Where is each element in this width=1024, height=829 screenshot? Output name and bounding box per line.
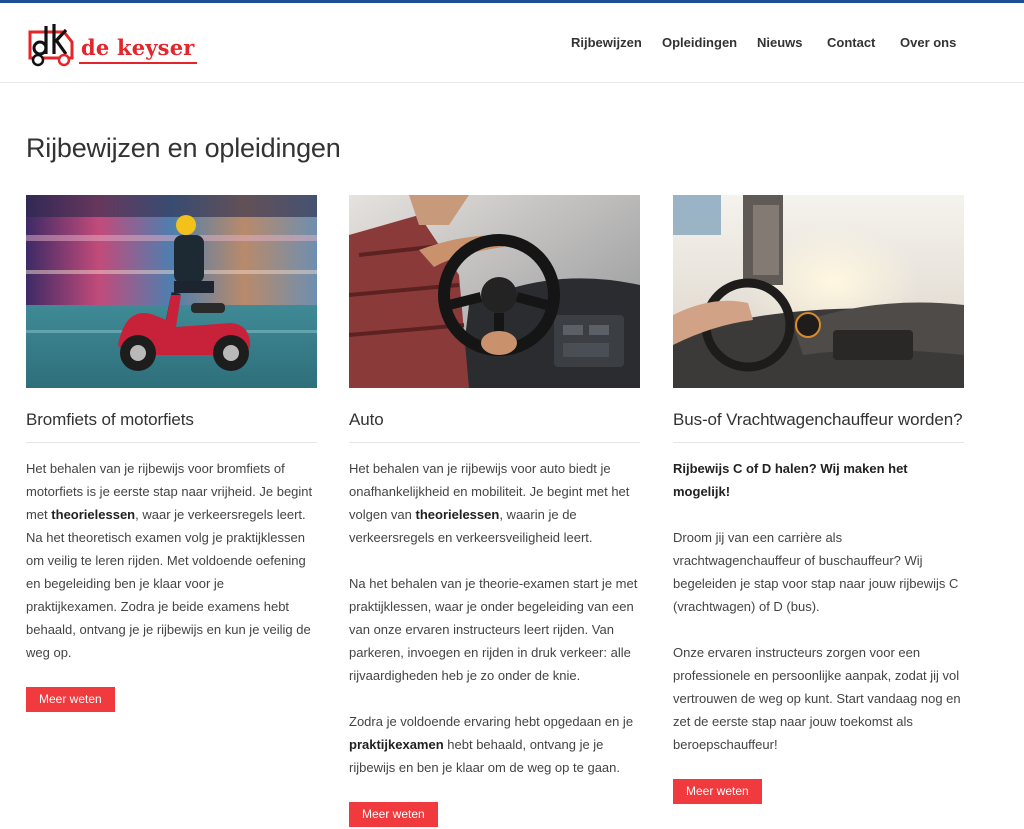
main-navigation — [0, 35, 1024, 55]
logo-text: de keyser — [81, 35, 195, 60]
paragraph — [349, 710, 640, 779]
text: Na het behalen van je theorie-examen start je met praktijklessen, waar je onder begeleiding van een van onze ervaren instructeurs leert rijden. Van parkeren, invoegen en rijden in druk verkeer: alle rijvaardigheden heb je zo onder de knie. — [349, 576, 638, 683]
meer-weten-button[interactable]: Meer weten — [349, 802, 438, 827]
text: Droom jij van een carrière als vrachtwagenchauffeur of buschauffeur? Wij begeleiden je stap voor stap naar jouw rijbewijs C (vrachtwagen) of D (bus). — [673, 530, 959, 614]
meer-weten-button[interactable]: Meer weten — [673, 779, 762, 804]
nav-rijbewijzen[interactable]: Rijbewijzen — [571, 35, 642, 50]
lead-paragraph — [673, 457, 964, 503]
bold-lead: Rijbewijs C of D halen? Wij maken het mogelijk! — [673, 461, 908, 499]
card-body — [673, 457, 964, 756]
bold-text: theorielessen — [51, 507, 136, 522]
divider — [349, 442, 640, 443]
logo-underline — [79, 62, 197, 64]
site-header — [0, 3, 1024, 83]
paragraph — [349, 572, 640, 687]
paragraph — [673, 526, 964, 618]
car-steering-wheel-photo — [349, 195, 640, 388]
card-bus-vrachtwagen — [673, 195, 964, 804]
divider — [673, 442, 964, 443]
page-title: Rijbewijzen en opleidingen — [26, 133, 341, 163]
card-body — [26, 457, 317, 664]
nav-contact[interactable]: Contact — [827, 35, 876, 50]
card-bromfiets — [26, 195, 317, 712]
text: , waarin je de verkeersregels en verkeersveiligheid leert. — [349, 507, 593, 545]
bold-text: theorielessen — [415, 507, 500, 522]
nav-opleidingen[interactable]: Opleidingen — [662, 35, 738, 50]
nav-nieuws[interactable]: Nieuws — [757, 35, 803, 50]
card-title: Auto — [349, 410, 384, 429]
text: Zodra je voldoende ervaring hebt opgedaan en je — [349, 714, 634, 729]
divider — [26, 442, 317, 443]
text: Het behalen van je rijbewijs voor bromfiets of motorfiets is je eerste stap naar vrijheid. Je begint met — [26, 461, 313, 522]
paragraph — [26, 457, 317, 664]
card-body — [349, 457, 640, 779]
paragraph — [673, 641, 964, 756]
text: Het behalen van je rijbewijs voor auto biedt je onafhankelijkheid en mobiliteit. Je begint met het volgen van — [349, 461, 630, 522]
card-title: Bus-of Vrachtwagenchauffeur worden? — [673, 410, 963, 429]
truck-cabin-photo — [673, 195, 964, 388]
text: hebt behaald, ontvang je je rijbewijs en ben je klaar om de weg op te gaan. — [349, 737, 620, 775]
meer-weten-button[interactable]: Meer weten — [26, 687, 115, 712]
text: , waar je verkeersregels leert. Na het theoretisch examen volg je praktijklessen om veilig te leren rijden. Met voldoende oefening en begeleiding ben je klaar voor je praktijkexamen. Zodra je beide examens hebt behaald, ontvang je je rijbewijs en kun je veilig de weg op. — [26, 507, 311, 660]
card-auto — [349, 195, 640, 827]
text: Onze ervaren instructeurs zorgen voor een professionele en persoonlijke aanpak, zodat jij vol vertrouwen de weg op kunt. Start vandaag nog en zet de eerste stap naar jouw toekomst als beroepschauffeur! — [673, 645, 961, 752]
nav-over-ons[interactable]: Over ons — [900, 35, 957, 50]
scooter-photo — [26, 195, 317, 388]
card-title: Bromfiets of motorfiets — [26, 410, 194, 429]
paragraph — [349, 457, 640, 549]
bold-text: praktijkexamen — [349, 737, 444, 752]
